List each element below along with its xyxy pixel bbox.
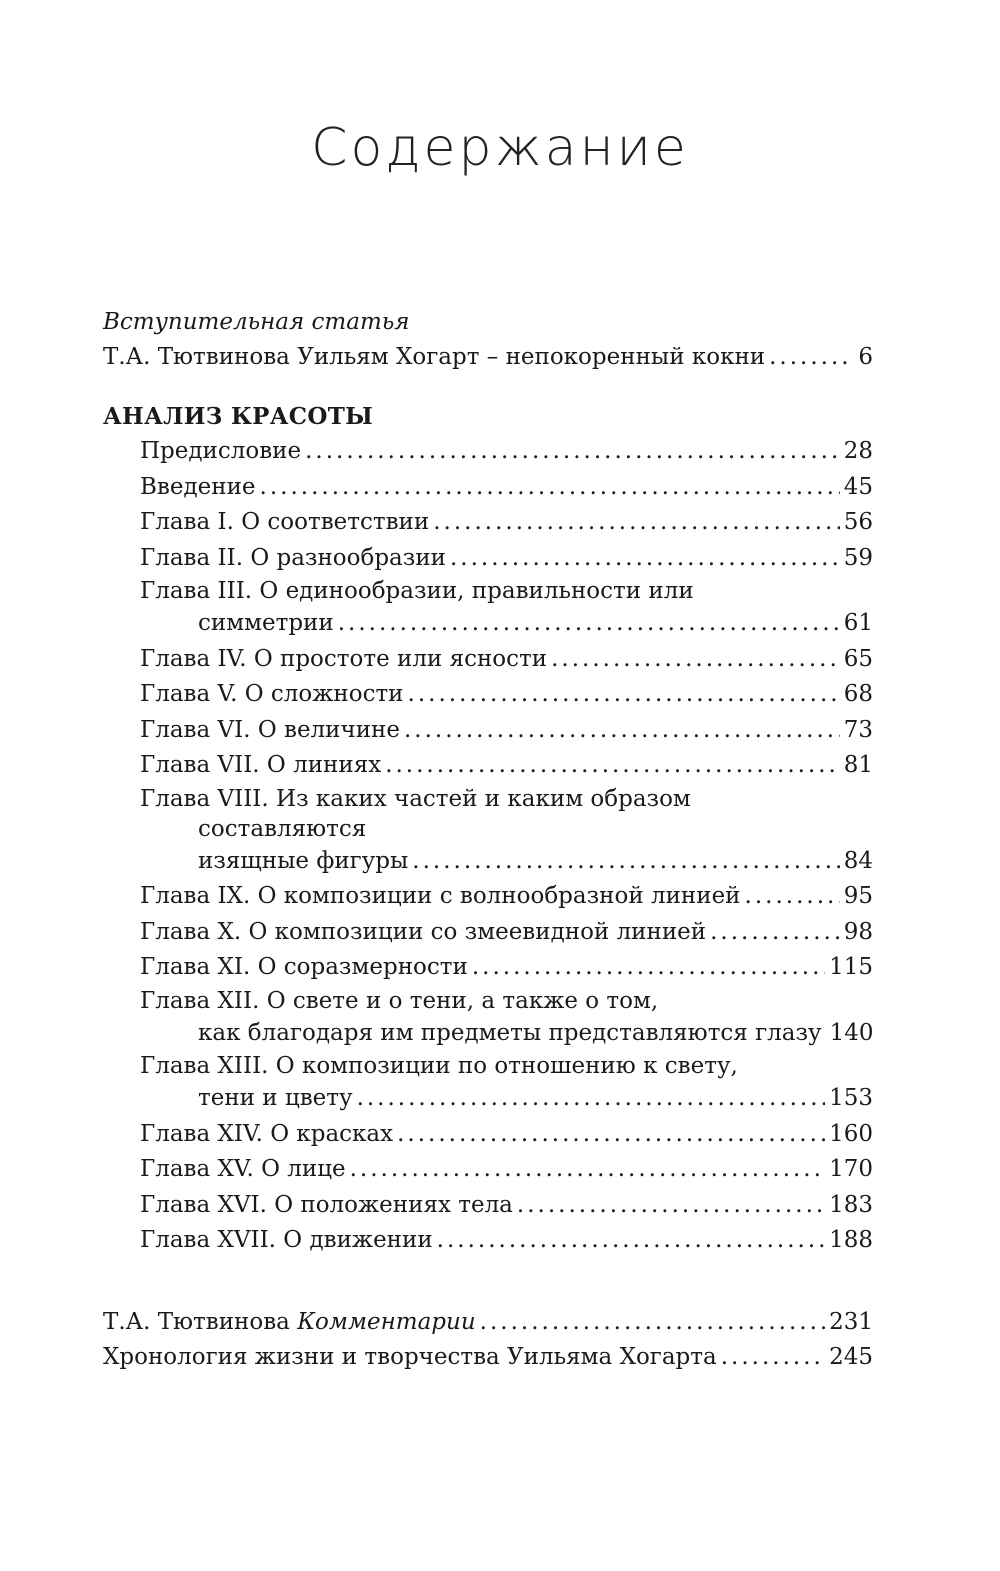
toc-page-number: 73: [843, 716, 873, 743]
toc-page-number: 6: [858, 344, 873, 370]
toc-entry-comments[interactable]: [103, 1305, 873, 1340]
leader-dots: [357, 1081, 826, 1117]
toc-page-number: 98: [843, 918, 873, 945]
toc-entry-line[interactable]: Глава XIII. О композиции по отношению к свету,: [140, 1053, 738, 1079]
toc-entry[interactable]: [140, 748, 873, 784]
toc-page-number: 61: [843, 610, 873, 636]
toc-entry-title: Глава XV. О лице: [140, 1156, 346, 1182]
toc-entry-title: Глава XVII. О движении: [140, 1227, 433, 1253]
toc-entry-title: [103, 1305, 476, 1340]
toc-entry[interactable]: [140, 470, 873, 506]
toc-page-number: 28: [843, 438, 873, 464]
leader-dots: [404, 713, 840, 749]
toc-entry-author: Т.А. Тютвинова: [103, 1308, 290, 1335]
leader-dots: [437, 1223, 825, 1259]
leader-dots: [769, 340, 854, 375]
toc-entry-author: Т.А. Тютвинова: [103, 344, 290, 370]
toc-page-number: 188: [829, 1227, 873, 1253]
toc-page-number: 95: [843, 883, 873, 909]
toc-entry[interactable]: [140, 713, 873, 749]
toc-entry[interactable]: [140, 1152, 873, 1188]
toc-entry[interactable]: [198, 1016, 873, 1052]
toc-entry-chronology[interactable]: [103, 1340, 873, 1375]
toc-entry-title: как благодаря им предметы представляются глазу: [198, 1019, 822, 1046]
toc-entry-title: Глава IV. О простоте или ясности: [140, 645, 548, 672]
toc-entry-title: Глава XVI. О положениях тела: [140, 1191, 513, 1218]
toc-entry[interactable]: [140, 434, 873, 470]
toc-entry-title: Глава XIV. О красках: [140, 1120, 394, 1147]
toc-page-number: 140: [829, 1019, 874, 1046]
toc-entry-title: Глава XI. О соразмерности: [140, 954, 468, 980]
toc-page-number: 153: [829, 1085, 873, 1111]
toc-entry-line[interactable]: Глава XII. О свете и о тени, а также о том,: [140, 987, 659, 1014]
toc-entry-title: Глава IX. О композиции с волнообразной линией: [140, 883, 741, 909]
toc-entry[interactable]: [140, 1117, 873, 1153]
toc-entry-text: Уильям Хогарт – непокоренный кокни: [297, 344, 766, 370]
leader-dots: [260, 470, 840, 506]
leader-dots: [433, 505, 840, 541]
toc-entry-title: Глава I. О соответствии: [140, 509, 430, 535]
leader-dots: [450, 541, 840, 577]
toc-entry-title: Глава II. О разнообразии: [140, 544, 446, 571]
toc-entry[interactable]: [140, 1188, 873, 1224]
section-heading: АНАЛИЗ КРАСОТЫ: [103, 403, 374, 430]
toc-page-number: 68: [843, 681, 873, 707]
toc-page-number: 160: [829, 1120, 873, 1147]
toc-entry-line[interactable]: Глава III. О единообразии, правильности или: [140, 578, 694, 604]
toc-entry-title: Введение: [140, 473, 256, 500]
toc-entry[interactable]: [140, 879, 873, 915]
table-of-contents: [103, 305, 873, 1375]
leader-dots: [480, 1305, 825, 1340]
toc-entry-line[interactable]: составляются: [198, 815, 367, 842]
leader-dots: [412, 844, 839, 880]
toc-entry-title: Глава X. О композиции со змеевидной линией: [140, 918, 707, 945]
toc-page-number: 231: [829, 1308, 873, 1335]
intro-label: Вступительная статья: [103, 309, 410, 335]
toc-page-number: 56: [843, 509, 873, 535]
leader-dots: [408, 677, 840, 713]
toc-entry[interactable]: [198, 606, 873, 642]
toc-entry-title: тени и цвету: [198, 1085, 353, 1111]
toc-entry-text: Комментарии: [297, 1308, 476, 1335]
leader-dots: [338, 606, 840, 642]
toc-page-number: 170: [829, 1156, 873, 1182]
toc-entry-title: Глава VI. О величине: [140, 716, 400, 743]
toc-entry[interactable]: [140, 541, 873, 577]
leader-dots: [551, 642, 840, 678]
toc-page-number: 245: [829, 1343, 873, 1370]
leader-dots: [385, 748, 840, 784]
toc-entry-title: симметрии: [198, 610, 334, 636]
page-title: Содержание: [311, 118, 689, 178]
leader-dots: [745, 879, 840, 915]
toc-page-number: 65: [843, 645, 873, 672]
toc-entry[interactable]: [140, 642, 873, 678]
toc-entry[interactable]: [140, 915, 873, 951]
leader-dots: [305, 434, 840, 470]
toc-entry[interactable]: [140, 677, 873, 713]
toc-entry-title: [103, 340, 765, 375]
leader-dots: [397, 1117, 825, 1153]
toc-entry-line[interactable]: Глава VIII. Из каких частей и каким образом: [140, 785, 691, 812]
leader-dots: [350, 1152, 825, 1188]
spacer: [103, 1259, 873, 1305]
toc-entry-title: Предисловие: [140, 438, 302, 464]
toc-page-number: 59: [843, 544, 873, 571]
toc-entry-intro[interactable]: [103, 340, 873, 375]
toc-entry-title: Глава V. О сложности: [140, 681, 404, 707]
toc-page-number: 45: [843, 473, 873, 500]
toc-page-number: 183: [829, 1191, 873, 1218]
toc-entry[interactable]: [140, 950, 873, 986]
leader-dots: [517, 1188, 825, 1224]
toc-page-number: 84: [843, 847, 873, 874]
toc-entry[interactable]: [198, 844, 873, 880]
toc-entry[interactable]: [140, 1223, 873, 1259]
leader-dots: [472, 950, 825, 986]
toc-page-number: 81: [843, 752, 873, 778]
leader-dots: [721, 1340, 825, 1375]
toc-entry[interactable]: [198, 1081, 873, 1117]
toc-entry-title: Глава VII. О линиях: [140, 752, 382, 778]
toc-entry-title: изящные фигуры: [198, 847, 409, 874]
toc-page-number: 115: [829, 954, 873, 980]
leader-dots: [710, 915, 840, 951]
toc-entry-title: Хронология жизни и творчества Уильяма Хогарта: [103, 1343, 717, 1370]
toc-entry[interactable]: [140, 505, 873, 541]
